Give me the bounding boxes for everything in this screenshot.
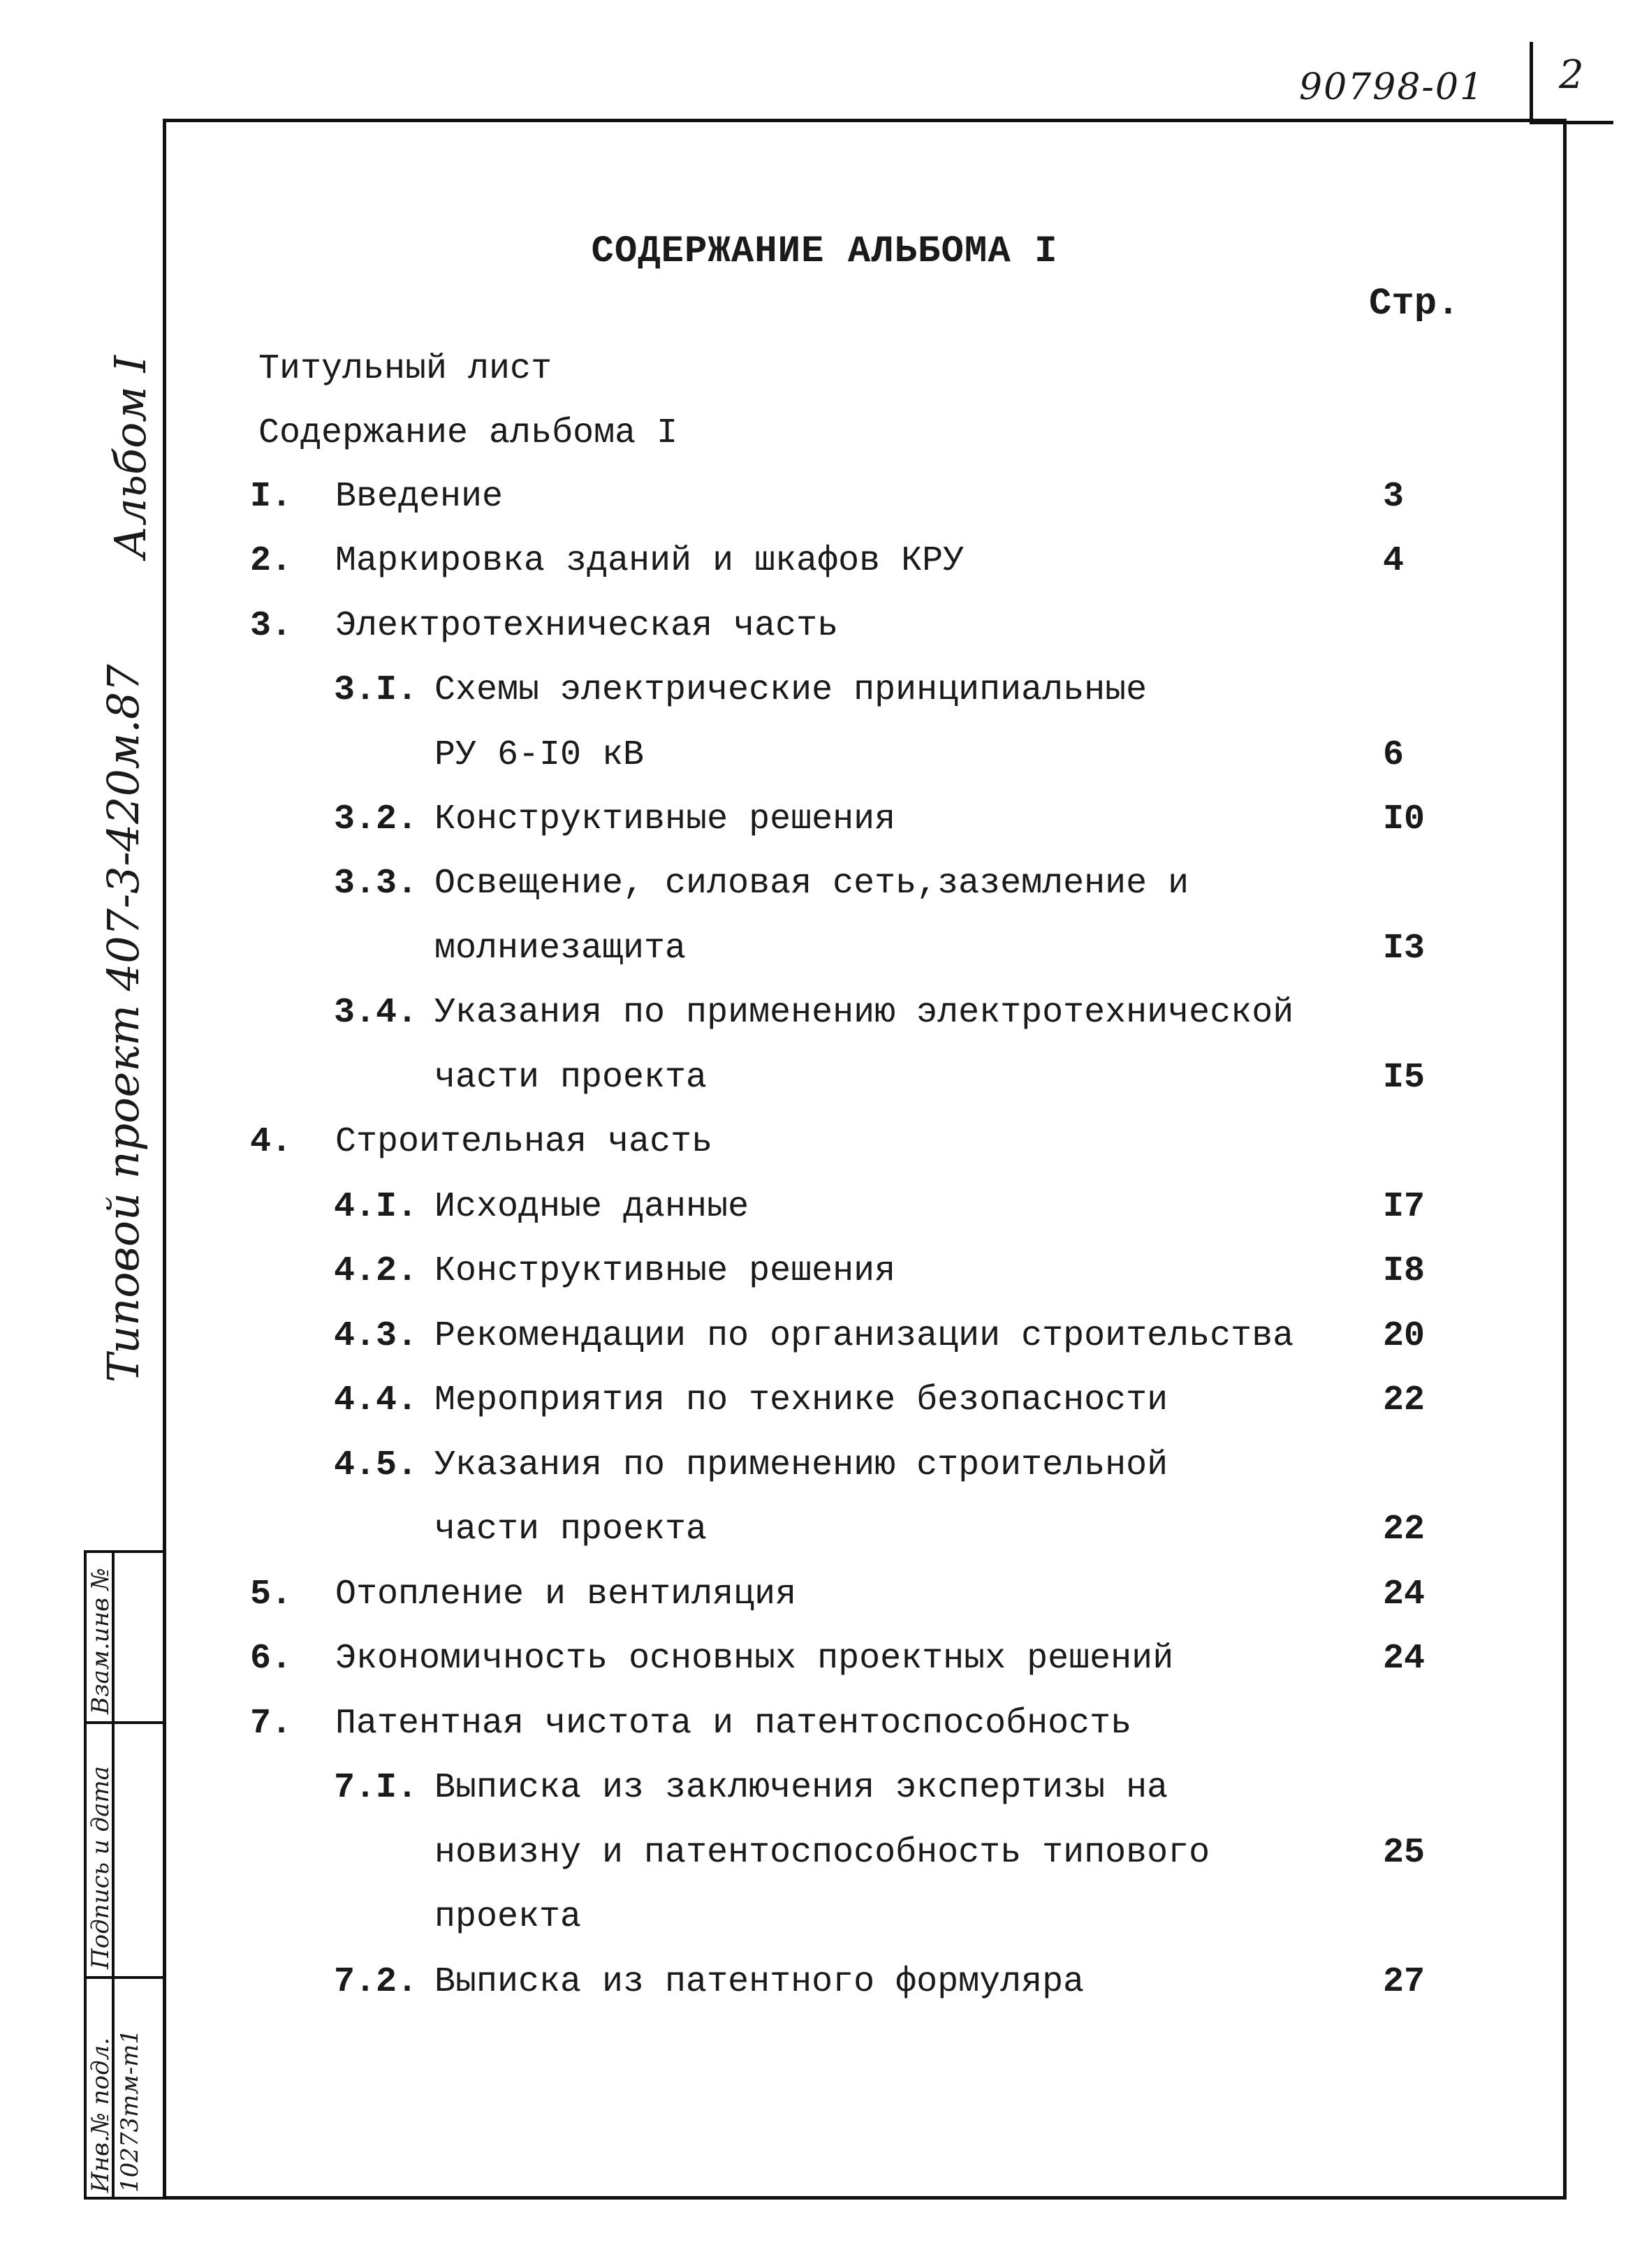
toc-item-number: 7.2. <box>334 1962 418 2002</box>
toc-item-page: 24 <box>1383 1575 1426 1614</box>
toc-item-text: Рекомендации по организации строительства <box>434 1316 1294 1356</box>
toc-item-text: Электротехническая часть <box>335 606 839 646</box>
toc-item-text: Выписка из патентного формуляра <box>434 1962 1085 2002</box>
toc-item-number: 3.I. <box>334 670 418 710</box>
toc-item-text: Экономичность основных проектных решений <box>335 1639 1174 1679</box>
toc-item-page: 25 <box>1383 1833 1426 1873</box>
inv-replace-label: Взам.инв № <box>87 1568 115 1714</box>
toc-item-page: I8 <box>1383 1251 1426 1291</box>
side-stamp-divider <box>84 1721 166 1724</box>
toc-item-text: Освещение, силовая сеть,заземление и <box>434 864 1189 904</box>
toc-item-page: I0 <box>1383 800 1426 839</box>
toc-item-text: Исходные данные <box>434 1187 749 1227</box>
side-stamp-divider <box>84 1976 166 1979</box>
toc-item-text: проекта <box>434 1897 582 1937</box>
toc-item-page: 20 <box>1383 1316 1426 1356</box>
toc-item-number: 4.2. <box>334 1251 418 1291</box>
toc-item-page: I5 <box>1383 1058 1426 1098</box>
toc-item-text: Введение <box>335 477 504 517</box>
project-label: Типовой проект 407-3-420м.87 <box>98 664 149 1383</box>
toc-item-number: 6. <box>250 1639 293 1679</box>
toc-item-text: Патентная чистота и патентоспособность <box>335 1704 1132 1744</box>
toc-item-text: части проекта <box>434 1510 708 1549</box>
toc-item-page: 24 <box>1383 1639 1426 1679</box>
inv-orig-label: Инв.№ подл. <box>87 2038 115 2193</box>
toc-item-text: Схемы электрические принципиальные <box>434 670 1148 710</box>
toc-item-page: 22 <box>1383 1510 1426 1549</box>
toc-item-number: 3.4. <box>334 993 418 1033</box>
toc-item-text: Мероприятия по технике безопасности <box>434 1380 1168 1420</box>
toc-item-text: Строительная часть <box>335 1122 713 1162</box>
page-number: 2 <box>1559 52 1584 98</box>
sign-date-label: Подпись и дата <box>87 1766 115 1969</box>
toc-item-page: 4 <box>1383 541 1405 581</box>
toc-item-page: 22 <box>1383 1380 1426 1420</box>
toc-item-text: Выписка из заключения экспертизы на <box>434 1768 1168 1808</box>
toc-item-text: молниезащита <box>434 929 687 969</box>
toc-item-number: 7. <box>250 1704 293 1744</box>
toc-item-text: Конструктивные решения <box>434 1251 896 1291</box>
toc-item-text: Титульный лист <box>258 349 552 389</box>
toc-item-number: 3.2. <box>334 800 418 839</box>
toc-item-text: Отопление и вентиляция <box>335 1575 797 1614</box>
toc-item-number: 4.3. <box>334 1316 418 1356</box>
toc-item-number: I. <box>250 477 293 517</box>
toc-item-text: Указания по применению электротехнической <box>434 993 1294 1033</box>
document-number: 90798-01 <box>1299 66 1485 108</box>
toc-item-text: Конструктивные решения <box>434 800 896 839</box>
toc-item-number: 5. <box>250 1575 293 1614</box>
toc-item-number: 4. <box>250 1122 293 1162</box>
toc-item-page: 27 <box>1383 1962 1426 2002</box>
toc-item-text: Указания по применению строительной <box>434 1445 1168 1485</box>
toc-item-number: 3. <box>250 606 293 646</box>
toc-item-number: 4.4. <box>334 1380 418 1420</box>
toc-item-page: 6 <box>1383 735 1405 775</box>
album-label: Альбом I <box>105 355 156 559</box>
toc-item-number: 3.3. <box>334 864 418 904</box>
toc-item-number: 4.5. <box>334 1445 418 1485</box>
toc-item-number: 4.I. <box>334 1187 418 1227</box>
toc-item-page: I7 <box>1383 1187 1426 1227</box>
toc-item-text: Содержание альбома I <box>258 413 678 453</box>
toc-item-text: новизну и патентоспособность типового <box>434 1833 1210 1873</box>
inv-orig-value: 10273тм-т1 <box>116 2029 144 2193</box>
toc-item-number: 2. <box>250 541 293 581</box>
toc-item-page: I3 <box>1383 929 1426 969</box>
toc-item-text: части проекта <box>434 1058 708 1098</box>
page-title: СОДЕРЖАНИЕ АЛЬБОМА I <box>591 230 1058 273</box>
toc-item-text: РУ 6-I0 кВ <box>434 735 645 775</box>
page-column-header: Стр. <box>1369 283 1460 325</box>
toc-item-number: 7.I. <box>334 1768 418 1808</box>
toc-item-text: Маркировка зданий и шкафов КРУ <box>335 541 965 581</box>
toc-item-page: 3 <box>1383 477 1405 517</box>
